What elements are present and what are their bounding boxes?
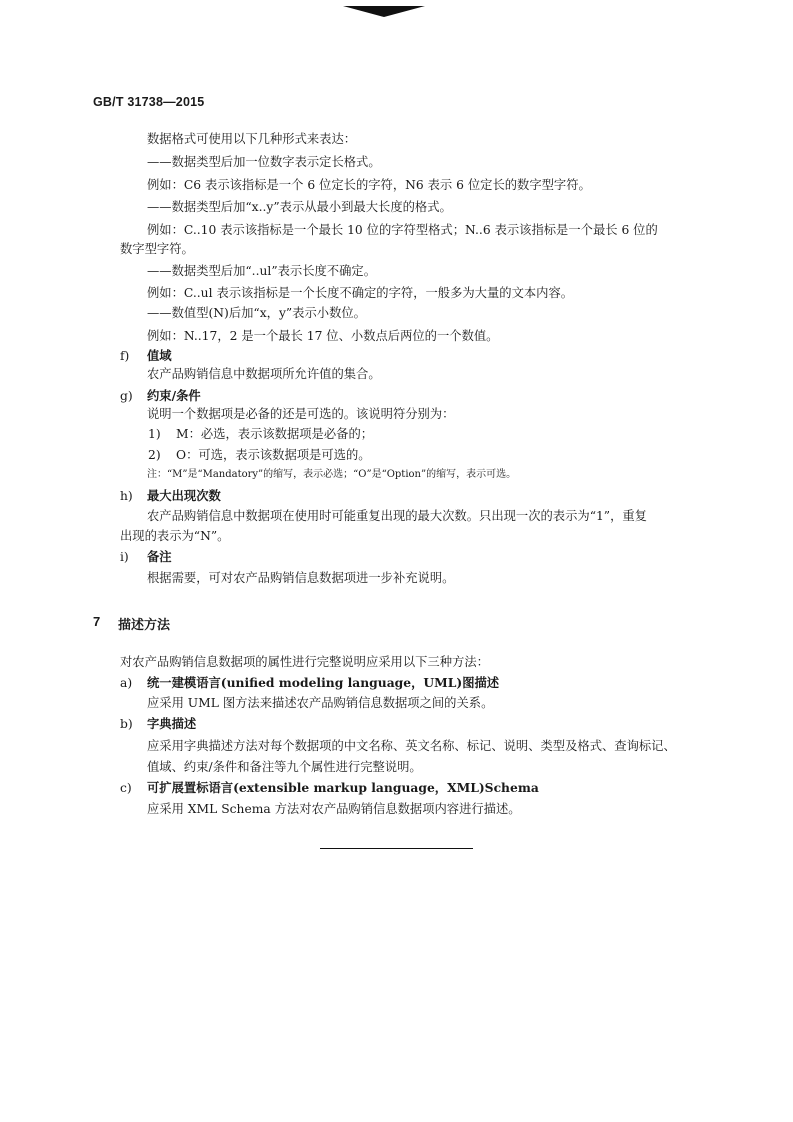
method-c-label: c) — [120, 781, 132, 795]
fixed-length-rule: ——数据类型后加一位数字表示定长格式。 — [147, 155, 381, 169]
section-7-title: 描述方法 — [118, 617, 171, 632]
item-i-text: 根据需要，可对农产品购销信息数据项进一步补充说明。 — [147, 571, 455, 585]
item-g-label: g) — [120, 389, 133, 403]
item-g-1-text: M：必选，表示该数据项是必备的； — [176, 427, 374, 441]
item-i-title: 备注 — [147, 549, 172, 564]
end-of-document-rule — [320, 848, 473, 849]
item-g-text: 说明一个数据项是必备的还是可选的。该说明符分别为： — [147, 407, 455, 421]
item-f-label: f) — [120, 349, 130, 363]
item-g-2-text: O：可选，表示该数据项是可选的。 — [176, 448, 371, 462]
item-f-text: 农产品购销信息中数据项所允许值的集合。 — [147, 367, 381, 381]
method-a-label: a) — [120, 676, 133, 690]
item-i-label: i) — [120, 550, 129, 564]
method-b-text: 应采用字典描述方法对每个数据项的中文名称、英文名称、标记、说明、类型及格式、查询标记、 — [147, 739, 676, 753]
method-a-title: 统一建模语言(unified modeling language，UML)图描述 — [147, 675, 500, 690]
item-g-title: 约束/条件 — [147, 388, 201, 403]
item-h-text-cont: 出现的表示为“N”。 — [120, 529, 230, 543]
method-b-title: 字典描述 — [147, 716, 197, 731]
decimal-example: 例如：N..17，2 是一个最长 17 位、小数点后两位的一个数值。 — [147, 329, 499, 343]
fixed-length-example: 例如：C6 表示该指标是一个 6 位定长的字符，N6 表示 6 位定长的数字型字符。 — [147, 178, 591, 192]
section-7-number: 7 — [93, 614, 101, 629]
item-f-title: 值域 — [147, 348, 172, 363]
unlimited-length-rule: ——数据类型后加“..ul”表示长度不确定。 — [147, 264, 376, 278]
method-c-title: 可扩展置标语言(extensible markup language，XML)Schema — [147, 780, 539, 795]
unlimited-length-example: 例如：C..ul 表示该指标是一个长度不确定的字符，一般多为大量的文本内容。 — [147, 286, 574, 300]
method-c-text: 应采用 XML Schema 方法对农产品购销信息数据项内容进行描述。 — [147, 802, 521, 816]
format-intro: 数据格式可使用以下几种形式来表达： — [147, 132, 357, 146]
method-b-label: b) — [120, 717, 133, 731]
item-g-1-number: 1) — [148, 427, 161, 441]
item-g-note: 注：“M”是“Mandatory”的缩写，表示必选；“O”是“Option”的缩写，表示可选。 — [147, 469, 517, 480]
item-h-text: 农产品购销信息中数据项在使用时可能重复出现的最大次数。只出现一次的表示为“1”，重复 — [147, 509, 647, 523]
page-top-marker — [343, 6, 425, 17]
item-h-label: h) — [120, 489, 133, 503]
range-length-rule: ——数据类型后加“x..y”表示从最小到最大长度的格式。 — [147, 200, 452, 214]
section-7-intro: 对农产品购销信息数据项的属性进行完整说明应采用以下三种方法： — [120, 655, 489, 669]
standard-code: GB/T 31738—2015 — [93, 95, 205, 109]
item-h-title: 最大出现次数 — [147, 488, 221, 503]
item-g-2-number: 2) — [148, 448, 161, 462]
method-a-text: 应采用 UML 图方法来描述农产品购销信息数据项之间的关系。 — [147, 696, 494, 710]
decimal-rule: ——数值型(N)后加“x，y”表示小数位。 — [147, 306, 366, 320]
method-b-text-cont: 值域、约束/条件和备注等九个属性进行完整说明。 — [147, 760, 422, 774]
range-length-example: 例如：C..10 表示该指标是一个最长 10 位的字符型格式；N..6 表示该指标是一个最长 6 位的 — [147, 223, 658, 237]
range-length-example-cont: 数字型字符。 — [120, 242, 194, 256]
